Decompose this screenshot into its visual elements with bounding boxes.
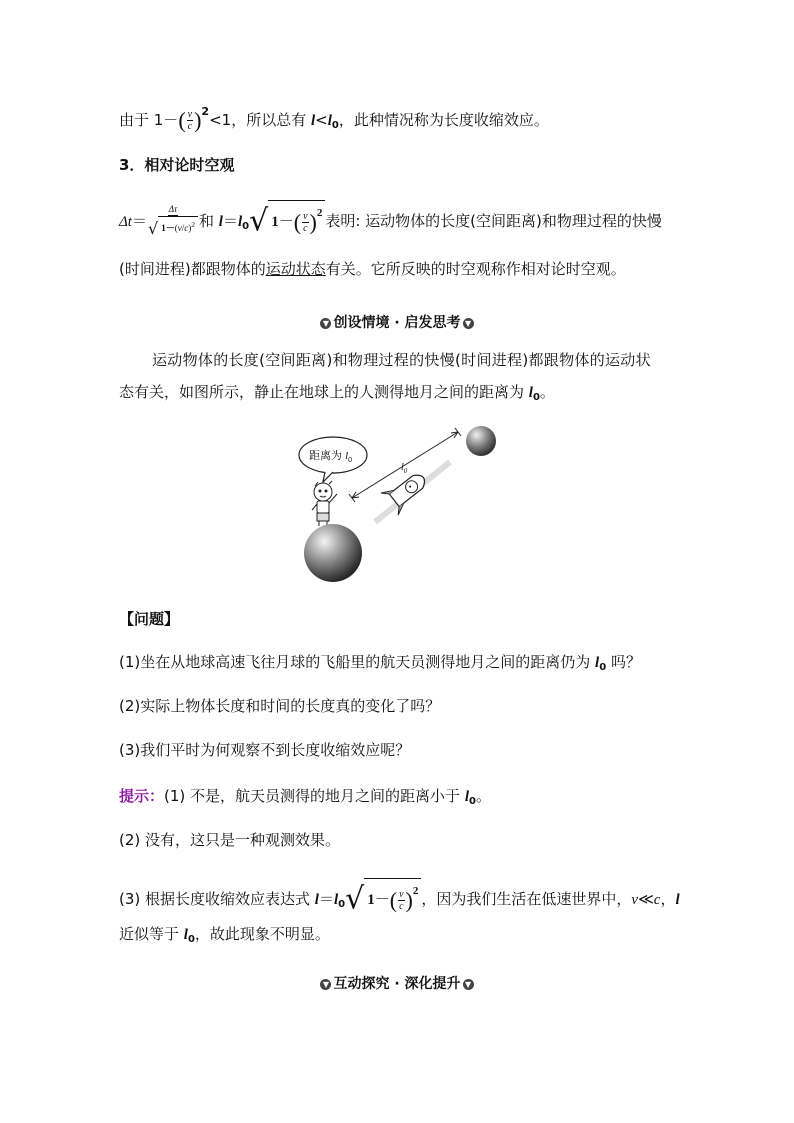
chevron-down-icon: ▼ [320, 979, 331, 990]
section-banner-explore: ▼ 互动探究 · 深化提升 ▼ [0, 973, 794, 993]
hint-answer-2: (2) 没有，这只是一种观测效果。 [119, 831, 341, 849]
section-banner-scenario: ▼ 创设情境 · 启发思考 ▼ [0, 312, 794, 332]
person-figure [312, 480, 337, 526]
svg-text:距离为 l0: 距离为 $l_0$ [309, 450, 353, 464]
earth-moon-figure [295, 420, 505, 585]
formula-line: Δt＝ $\frac{\Delta\tau}{√ 1-(v/c)^2}$ 和 $l=l_0√$ 1－( $\frac{v}{c}$ )$^2$ 表明: 运动物体的长度(空间距离)和物理过程的快慢 [119, 200, 662, 239]
questions-header: 【问题】 [119, 610, 180, 628]
hint-answer-3-cont: 近似等于 $l_0$，故此现象不明显。 [119, 925, 330, 945]
chevron-down-icon: ▼ [463, 979, 474, 990]
bubble-text: 距离为 [309, 450, 346, 462]
hint-label: 提示： [119, 787, 165, 805]
intro-line-2: 态有关，如图所示，静止在地球上的人测得地月之间的距离为 $l_0$。 [119, 383, 555, 403]
question-2: (2)实际上物体长度和时间的长度真的变化了吗？ [119, 697, 441, 715]
section-title: 3．相对论时空观 [119, 156, 235, 174]
svg-text:l0: $l_0$ [401, 462, 408, 475]
statement-length-contraction: 由于 1－( $\frac{v}{c}$ )$^2$<1，所以总有 $l<l_0$，此种情况称为长度收缩效应。 [119, 105, 549, 133]
distance-label: l [401, 462, 404, 473]
question-3: (3)我们平时为何观察不到长度收缩效应呢？ [119, 741, 411, 759]
hint-answer-3: (3) 根据长度收缩效应表达式 $l=l_0√$ 1－( $\frac{v}{c}$ )$^2$ ，因为我们生活在低速世界中，v≪c，l [119, 878, 680, 915]
chevron-down-icon: ▼ [463, 318, 474, 329]
earth [304, 524, 362, 582]
paragraph-spacetime: (时间进程)都跟物体的运动状态有关。它所反映的时空观称作相对论时空观。 [119, 260, 626, 278]
intro-line-1: 运动物体的长度(空间距离)和物理过程的快慢(时间进程)都跟物体的运动状 [152, 351, 651, 369]
moon [466, 426, 496, 456]
question-1: (1)坐在从地球高速飞往月球的飞船里的航天员测得地月之间的距离仍为 $l_0$ 吗？ [119, 653, 641, 673]
chevron-down-icon: ▼ [320, 318, 331, 329]
hint-answer-1: 提示：(1) 不是，航天员测得的地月之间的距离小于 $l_0$。 [119, 787, 491, 807]
